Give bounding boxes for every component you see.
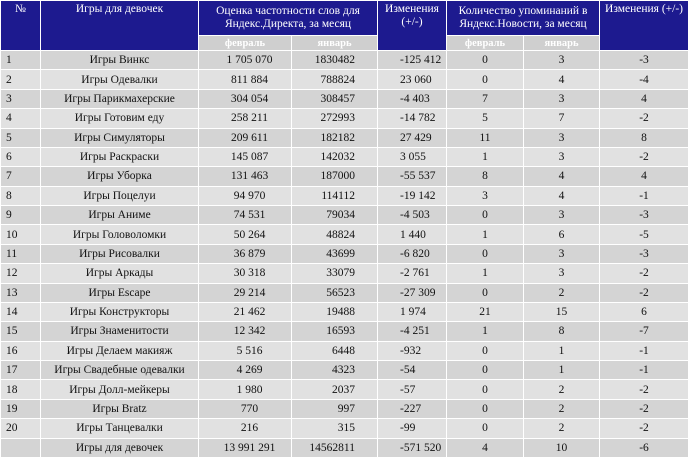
game-category-cell: Игры Парикмахерские xyxy=(41,89,199,108)
mentions-feb-cell: 0 xyxy=(447,283,524,302)
row-number-cell: 6 xyxy=(1,147,41,166)
game-category-cell: Игры Escape xyxy=(41,283,199,302)
mentions-feb-cell: 0 xyxy=(447,341,524,360)
mentions-feb-cell: 1 xyxy=(447,264,524,283)
mentions-jan-cell: 3 xyxy=(524,89,600,108)
row-number-cell: 1 xyxy=(1,51,41,70)
row-number-cell xyxy=(1,438,41,458)
freq-jan-cell: 187000 xyxy=(292,167,378,186)
freq-jan-cell: 315 xyxy=(292,419,378,438)
freq-jan-cell: 1830482 xyxy=(292,51,378,70)
game-category-cell: Игры для девочек xyxy=(41,438,199,458)
freq-change-cell: -4 503 xyxy=(378,206,447,225)
mentions-change-cell: -4 xyxy=(600,70,688,89)
freq-feb-cell: 1 705 070 xyxy=(199,51,292,70)
mentions-feb-cell: 8 xyxy=(447,167,524,186)
game-category-cell: Игры Аниме xyxy=(41,206,199,225)
freq-jan-cell: 114112 xyxy=(292,186,378,205)
mentions-change-cell: 6 xyxy=(600,302,688,321)
game-category-cell: Игры Танцевалки xyxy=(41,419,199,438)
game-category-cell: Игры Уборка xyxy=(41,167,199,186)
mentions-change-cell: 8 xyxy=(600,128,688,147)
mentions-feb-cell: 0 xyxy=(447,419,524,438)
mentions-change-cell: -2 xyxy=(600,399,688,418)
table-row xyxy=(1,283,688,302)
mentions-feb-cell: 1 xyxy=(447,322,524,341)
game-category-cell: Игры Конструкторы xyxy=(41,302,199,321)
freq-jan-cell: 788824 xyxy=(292,70,378,89)
freq-feb-cell: 21 462 xyxy=(199,302,292,321)
row-number-cell: 11 xyxy=(1,244,41,263)
freq-jan-cell: 33079 xyxy=(292,264,378,283)
table-row xyxy=(1,109,688,128)
mentions-feb-cell: 11 xyxy=(447,128,524,147)
freq-change-cell: -6 820 xyxy=(378,244,447,263)
mentions-change-cell: -2 xyxy=(600,264,688,283)
freq-change-cell: -54 xyxy=(378,361,447,380)
table-row xyxy=(1,167,688,186)
game-category-cell: Игры Симуляторы xyxy=(41,128,199,147)
freq-change-cell: -2 761 xyxy=(378,264,447,283)
mentions-jan-cell: 3 xyxy=(524,244,600,263)
mentions-jan-cell: 1 xyxy=(524,341,600,360)
mentions-feb-cell: 1 xyxy=(447,147,524,166)
mentions-jan-cell: 3 xyxy=(524,264,600,283)
row-number-cell: 14 xyxy=(1,302,41,321)
mentions-jan-cell: 15 xyxy=(524,302,600,321)
mentions-jan-cell: 7 xyxy=(524,109,600,128)
game-category-cell: Игры Делаем макияж xyxy=(41,341,199,360)
freq-feb-cell: 29 214 xyxy=(199,283,292,302)
game-category-cell: Игры Аркады xyxy=(41,264,199,283)
header-mentions-jan: январь xyxy=(524,36,600,51)
freq-jan-cell: 48824 xyxy=(292,225,378,244)
mentions-change-cell: -3 xyxy=(600,206,688,225)
freq-change-cell: -19 142 xyxy=(378,186,447,205)
table-total-row xyxy=(1,438,688,458)
mentions-jan-cell: 4 xyxy=(524,167,600,186)
freq-change-cell: -227 xyxy=(378,399,447,418)
freq-change-cell: -99 xyxy=(378,419,447,438)
row-number-cell: 20 xyxy=(1,419,41,438)
mentions-change-cell: -1 xyxy=(600,186,688,205)
freq-jan-cell: 2037 xyxy=(292,380,378,399)
mentions-change-cell: -1 xyxy=(600,361,688,380)
header-frequency-change: Изменения (+/-) xyxy=(378,1,447,51)
table-row xyxy=(1,380,688,399)
header-jan: январь xyxy=(292,36,378,51)
row-number-cell: 15 xyxy=(1,322,41,341)
mentions-feb-cell: 5 xyxy=(447,109,524,128)
mentions-jan-cell: 3 xyxy=(524,51,600,70)
mentions-jan-cell: 6 xyxy=(524,225,600,244)
game-category-cell: Игры Знаменитости xyxy=(41,322,199,341)
table-row xyxy=(1,341,688,360)
freq-feb-cell: 13 991 291 xyxy=(199,438,292,458)
mentions-feb-cell: 4 xyxy=(447,438,524,458)
mentions-change-cell: -7 xyxy=(600,322,688,341)
mentions-feb-cell: 0 xyxy=(447,244,524,263)
freq-jan-cell: 16593 xyxy=(292,322,378,341)
table-body xyxy=(1,51,688,458)
mentions-change-cell: -3 xyxy=(600,244,688,263)
freq-jan-cell: 997 xyxy=(292,399,378,418)
freq-feb-cell: 30 318 xyxy=(199,264,292,283)
row-number-cell: 12 xyxy=(1,264,41,283)
mentions-feb-cell: 0 xyxy=(447,380,524,399)
mentions-change-cell: -2 xyxy=(600,283,688,302)
game-category-cell: Игры Раскраски xyxy=(41,147,199,166)
mentions-jan-cell: 1 xyxy=(524,361,600,380)
freq-feb-cell: 145 087 xyxy=(199,147,292,166)
header-num: № xyxy=(1,1,41,51)
table-row xyxy=(1,186,688,205)
freq-change-cell: 3 055 xyxy=(378,147,447,166)
header-feb: февраль xyxy=(199,36,292,51)
freq-change-cell: 23 060 xyxy=(378,70,447,89)
freq-feb-cell: 131 463 xyxy=(199,167,292,186)
mentions-change-cell: 4 xyxy=(600,89,688,108)
freq-change-cell: -55 537 xyxy=(378,167,447,186)
game-category-cell: Игры Винкс xyxy=(41,51,199,70)
mentions-change-cell: -5 xyxy=(600,225,688,244)
freq-feb-cell: 94 970 xyxy=(199,186,292,205)
mentions-feb-cell: 0 xyxy=(447,70,524,89)
freq-change-cell: 1 974 xyxy=(378,302,447,321)
freq-change-cell: -125 412 xyxy=(378,51,447,70)
mentions-feb-cell: 1 xyxy=(447,225,524,244)
header-mentions: Количество упоминаний в Яндекс.Новости, за месяц xyxy=(447,1,600,36)
row-number-cell: 4 xyxy=(1,109,41,128)
freq-jan-cell: 4323 xyxy=(292,361,378,380)
table-row xyxy=(1,147,688,166)
mentions-feb-cell: 0 xyxy=(447,399,524,418)
freq-change-cell: -4 251 xyxy=(378,322,447,341)
freq-jan-cell: 56523 xyxy=(292,283,378,302)
mentions-jan-cell: 2 xyxy=(524,283,600,302)
freq-feb-cell: 74 531 xyxy=(199,206,292,225)
game-category-cell: Игры Готовим еду xyxy=(41,109,199,128)
game-category-cell: Игры Bratz xyxy=(41,399,199,418)
freq-feb-cell: 50 264 xyxy=(199,225,292,244)
header-frequency: Оценка частотности слов для Яндекс.Директа, за месяц xyxy=(199,1,378,36)
mentions-change-cell: -6 xyxy=(600,438,688,458)
game-category-cell: Игры Рисовалки xyxy=(41,244,199,263)
freq-change-cell: -57 xyxy=(378,380,447,399)
freq-jan-cell: 142032 xyxy=(292,147,378,166)
mentions-feb-cell: 0 xyxy=(447,206,524,225)
mentions-change-cell: -2 xyxy=(600,147,688,166)
row-number-cell: 13 xyxy=(1,283,41,302)
freq-jan-cell: 6448 xyxy=(292,341,378,360)
mentions-change-cell: -2 xyxy=(600,380,688,399)
table-row xyxy=(1,128,688,147)
freq-feb-cell: 12 342 xyxy=(199,322,292,341)
table-row xyxy=(1,361,688,380)
freq-feb-cell: 36 879 xyxy=(199,244,292,263)
freq-feb-cell: 216 xyxy=(199,419,292,438)
freq-feb-cell: 770 xyxy=(199,399,292,418)
mentions-jan-cell: 8 xyxy=(524,322,600,341)
table-row xyxy=(1,399,688,418)
mentions-change-cell: -1 xyxy=(600,341,688,360)
game-category-cell: Игры Одевалки xyxy=(41,70,199,89)
mentions-feb-cell: 0 xyxy=(447,361,524,380)
row-number-cell: 9 xyxy=(1,206,41,225)
game-category-cell: Игры Поцелуи xyxy=(41,186,199,205)
mentions-jan-cell: 3 xyxy=(524,206,600,225)
mentions-jan-cell: 3 xyxy=(524,147,600,166)
table-row xyxy=(1,302,688,321)
mentions-jan-cell: 4 xyxy=(524,70,600,89)
freq-change-cell: -571 520 xyxy=(378,438,447,458)
row-number-cell: 10 xyxy=(1,225,41,244)
row-number-cell: 7 xyxy=(1,167,41,186)
mentions-jan-cell: 2 xyxy=(524,380,600,399)
mentions-feb-cell: 0 xyxy=(447,51,524,70)
row-number-cell: 5 xyxy=(1,128,41,147)
mentions-jan-cell: 4 xyxy=(524,186,600,205)
table-row xyxy=(1,206,688,225)
table-row xyxy=(1,225,688,244)
row-number-cell: 17 xyxy=(1,361,41,380)
table-row xyxy=(1,264,688,283)
game-category-cell: Игры Свадебные одевалки xyxy=(41,361,199,380)
header-mentions-feb: февраль xyxy=(447,36,524,51)
mentions-change-cell: -2 xyxy=(600,419,688,438)
table-row xyxy=(1,244,688,263)
table-row xyxy=(1,322,688,341)
mentions-change-cell: -3 xyxy=(600,51,688,70)
mentions-jan-cell: 2 xyxy=(524,399,600,418)
table-row xyxy=(1,70,688,89)
mentions-jan-cell: 3 xyxy=(524,128,600,147)
row-number-cell: 8 xyxy=(1,186,41,205)
freq-change-cell: -14 782 xyxy=(378,109,447,128)
freq-jan-cell: 79034 xyxy=(292,206,378,225)
freq-jan-cell: 182182 xyxy=(292,128,378,147)
game-category-cell: Игры Долл-мейкеры xyxy=(41,380,199,399)
freq-change-cell: -27 309 xyxy=(378,283,447,302)
row-number-cell: 2 xyxy=(1,70,41,89)
freq-feb-cell: 209 611 xyxy=(199,128,292,147)
freq-jan-cell: 272993 xyxy=(292,109,378,128)
game-category-cell: Игры Головоломки xyxy=(41,225,199,244)
mentions-jan-cell: 2 xyxy=(524,419,600,438)
freq-feb-cell: 258 211 xyxy=(199,109,292,128)
freq-change-cell: 27 429 xyxy=(378,128,447,147)
freq-feb-cell: 4 269 xyxy=(199,361,292,380)
freq-feb-cell: 811 884 xyxy=(199,70,292,89)
mentions-change-cell: -2 xyxy=(600,109,688,128)
header-mentions-change: Изменения (+/-) xyxy=(600,1,688,51)
freq-jan-cell: 43699 xyxy=(292,244,378,263)
table-row xyxy=(1,89,688,108)
table-row xyxy=(1,419,688,438)
freq-jan-cell: 308457 xyxy=(292,89,378,108)
header-name: Игры для девочек xyxy=(41,1,199,51)
freq-jan-cell: 14562811 xyxy=(292,438,378,458)
mentions-feb-cell: 3 xyxy=(447,186,524,205)
freq-feb-cell: 5 516 xyxy=(199,341,292,360)
mentions-jan-cell: 10 xyxy=(524,438,600,458)
mentions-feb-cell: 7 xyxy=(447,89,524,108)
row-number-cell: 18 xyxy=(1,380,41,399)
mentions-change-cell: 4 xyxy=(600,167,688,186)
table-row xyxy=(1,51,688,70)
row-number-cell: 16 xyxy=(1,341,41,360)
mentions-feb-cell: 21 xyxy=(447,302,524,321)
freq-change-cell: 1 440 xyxy=(378,225,447,244)
freq-jan-cell: 19488 xyxy=(292,302,378,321)
freq-change-cell: -4 403 xyxy=(378,89,447,108)
freq-feb-cell: 304 054 xyxy=(199,89,292,108)
row-number-cell: 19 xyxy=(1,399,41,418)
row-number-cell: 3 xyxy=(1,89,41,108)
freq-change-cell: -932 xyxy=(378,341,447,360)
freq-feb-cell: 1 980 xyxy=(199,380,292,399)
